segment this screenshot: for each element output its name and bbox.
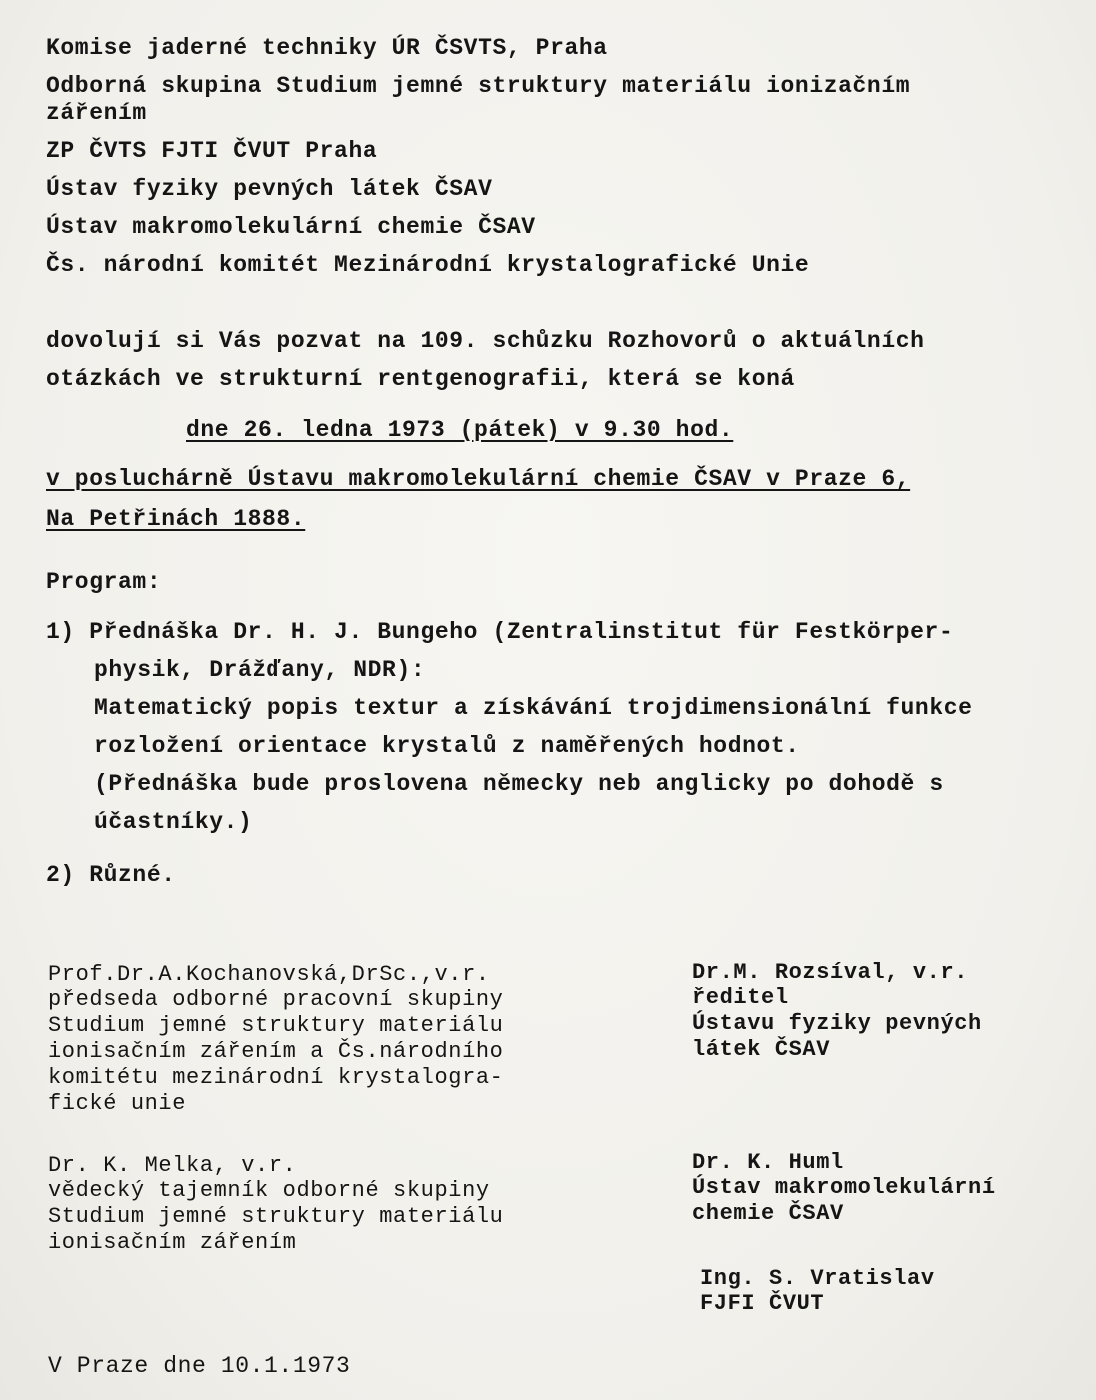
- signature-line: Dr. K. Huml: [692, 1150, 844, 1175]
- lecture-title: Matematický popis textur a získávání trojdimensionální funkce: [94, 695, 973, 721]
- meeting-date: dne 26. ledna 1973 (pátek) v 9.30 hod.: [186, 417, 734, 443]
- signature-line: látek ČSAV: [692, 1037, 831, 1062]
- header-org-line: Ústav makromolekulární chemie ČSAV: [46, 214, 536, 240]
- signature-line: FJFI ČVUT: [700, 1291, 825, 1316]
- invitation-text: dovolují si Vás pozvat na 109. schůzku Rozhovorů o aktuálních: [46, 328, 925, 354]
- header-org-line: Čs. národní komitét Mezinárodní krystalografické Unie: [46, 252, 810, 278]
- signature-line: chemie ČSAV: [692, 1201, 844, 1226]
- lecture-note: (Přednáška bude proslovena německy neb anglicky po dohodě s: [94, 771, 944, 797]
- signature-line: Ústav makromolekulární: [692, 1175, 996, 1200]
- signature-line: Dr. K. Melka, v.r.: [48, 1153, 297, 1178]
- signature-line: Ústavu fyziky pevných: [692, 1011, 982, 1036]
- signature-line: předseda odborné pracovní skupiny: [48, 987, 504, 1012]
- signature-line: ionisačním zářením: [48, 1230, 297, 1255]
- signature-line: Prof.Dr.A.Kochanovská,DrSc.,v.r.: [48, 962, 490, 987]
- program-item-text: physik, Drážďany, NDR):: [94, 657, 426, 683]
- lecture-title: rozložení orientace krystalů z naměřených hodnot.: [94, 733, 800, 759]
- header-org-line: ZP ČVTS FJTI ČVUT Praha: [46, 138, 378, 164]
- place-and-date: V Praze dne 10.1.1973: [48, 1353, 351, 1379]
- signature-line: komitétu mezinárodní krystalogra-: [48, 1065, 504, 1090]
- signature-line: Studium jemné struktury materiálu: [48, 1013, 504, 1038]
- lecture-note: účastníky.): [94, 809, 253, 835]
- meeting-address: Na Petřinách 1888.: [46, 506, 306, 532]
- header-org-line: Komise jaderné techniky ÚR ČSVTS, Praha: [46, 35, 608, 61]
- signature-line: ředitel: [692, 985, 789, 1010]
- header-org-line: Odborná skupina Studium jemné struktury materiálu ionizačním: [46, 73, 911, 99]
- header-org-line: zářením: [46, 100, 147, 126]
- program-item: 2) Různé.: [46, 862, 176, 888]
- invitation-text: otázkách ve strukturní rentgenografii, která se koná: [46, 366, 795, 392]
- signature-line: vědecký tajemník odborné skupiny: [48, 1178, 490, 1203]
- program-heading: Program:: [46, 569, 162, 595]
- signature-line: fické unie: [48, 1091, 187, 1116]
- program-item: 1) Přednáška Dr. H. J. Bungeho (Zentralinstitut für Festkörper-: [46, 619, 954, 645]
- header-org-line: Ústav fyziky pevných látek ČSAV: [46, 176, 493, 202]
- signature-line: Ing. S. Vratislav: [700, 1266, 935, 1291]
- meeting-place: v posluchárně Ústavu makromolekulární chemie ČSAV v Praze 6,: [46, 466, 911, 492]
- signature-line: Dr.M. Rozsíval, v.r.: [692, 960, 969, 985]
- signature-line: ionisačním zářením a Čs.národního: [48, 1039, 504, 1064]
- signature-line: Studium jemné struktury materiálu: [48, 1204, 504, 1229]
